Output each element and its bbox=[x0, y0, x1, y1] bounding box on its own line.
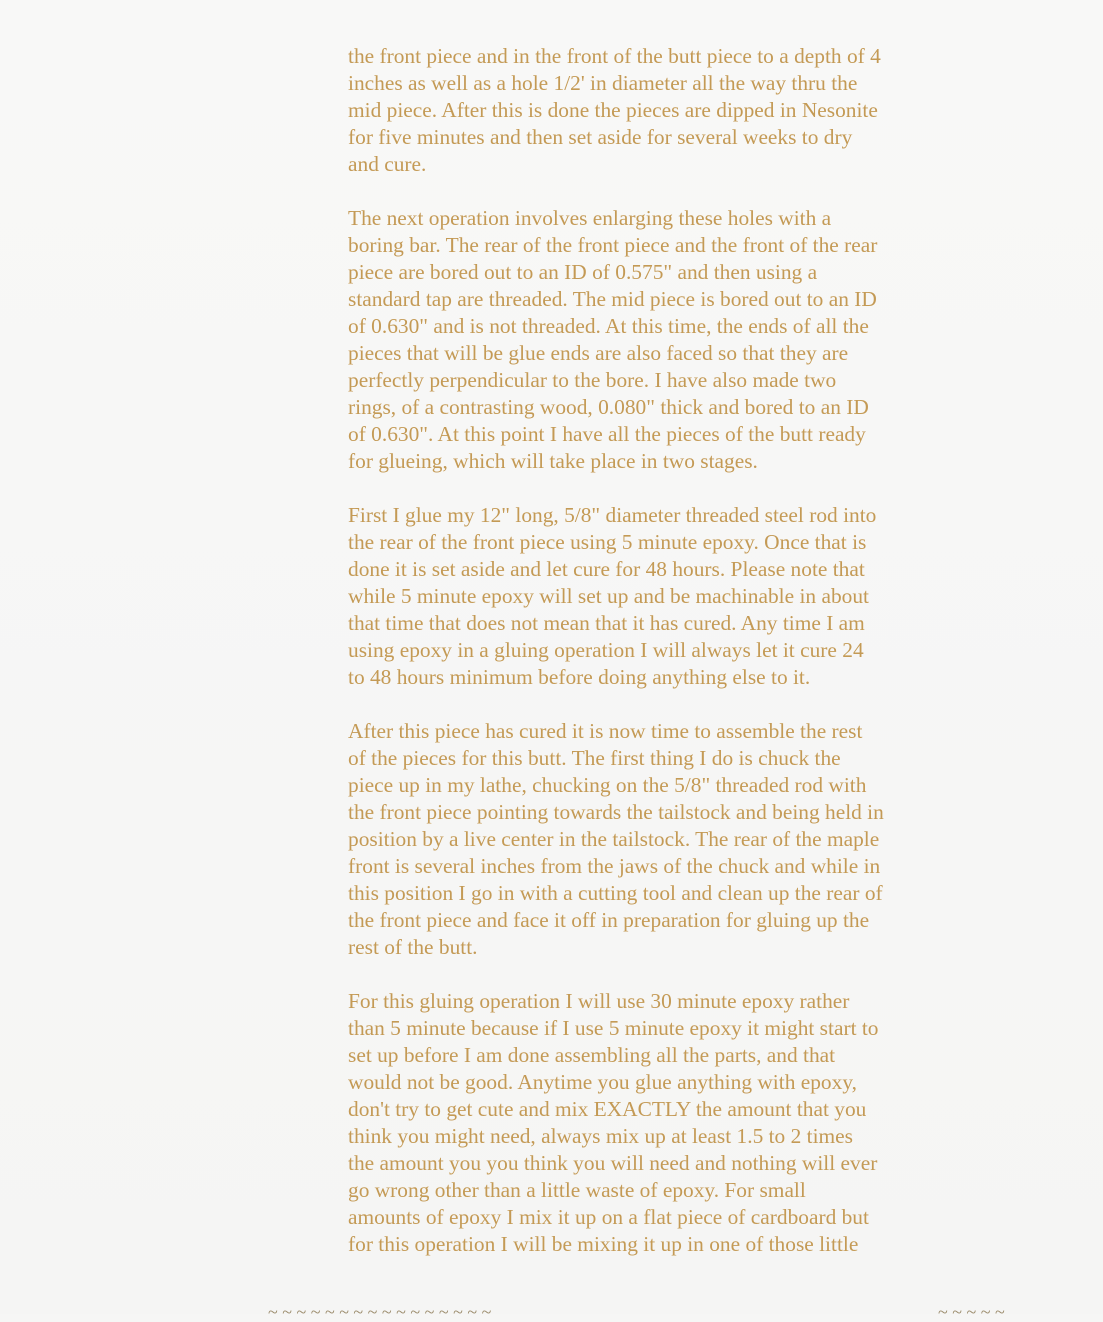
paragraph-3 bbox=[348, 502, 988, 691]
text-line: to 48 hours minimum before doing anything else to it. bbox=[348, 665, 811, 689]
text-line: The next operation involves enlarging these holes with a bbox=[348, 206, 832, 230]
text-line: rings, of a contrasting wood, 0.080" thick and bored to an ID bbox=[348, 395, 869, 419]
text-line: of 0.630" and is not threaded. At this time, the ends of all the bbox=[348, 314, 869, 338]
text-line: boring bar. The rear of the front piece and the front of the rear bbox=[348, 233, 878, 257]
footer-cut-off-text: ~ ~ ~ ~ ~ ~ ~ ~ ~ ~ ~ ~ ~ ~ ~ ~ bbox=[268, 1302, 492, 1322]
text-line: don't try to get cute and mix EXACTLY the amount that you bbox=[348, 1097, 867, 1121]
text-line: perfectly perpendicular to the bore. I have also made two bbox=[348, 368, 837, 392]
text-line: pieces that will be glue ends are also faced so that they are bbox=[348, 341, 849, 365]
text-line: mid piece. After this is done the pieces are dipped in Nesonite bbox=[348, 98, 878, 122]
text-line: front is several inches from the jaws of the chuck and while in bbox=[348, 854, 881, 878]
text-line: of 0.630". At this point I have all the pieces of the butt ready bbox=[348, 422, 866, 446]
footer-cut-off-date: ~ ~ ~ ~ ~ bbox=[938, 1302, 1005, 1322]
text-line: For this gluing operation I will use 30 minute epoxy rather bbox=[348, 989, 850, 1013]
text-line: and cure. bbox=[348, 152, 427, 176]
text-line: of the pieces for this butt. The first thing I do is chuck the bbox=[348, 746, 841, 770]
text-line: the front piece and face it off in preparation for gluing up the bbox=[348, 908, 870, 932]
document-body bbox=[348, 43, 988, 1285]
text-line: piece are bored out to an ID of 0.575" and then using a bbox=[348, 260, 818, 284]
text-line: rest of the butt. bbox=[348, 935, 478, 959]
text-line: the front piece and in the front of the butt piece to a depth of 4 bbox=[348, 44, 881, 68]
text-line: amounts of epoxy I mix it up on a flat piece of cardboard but bbox=[348, 1205, 869, 1229]
text-line: done it is set aside and let cure for 48 hours. Please note that bbox=[348, 557, 865, 581]
text-line: position by a live center in the tailstock. The rear of the maple bbox=[348, 827, 880, 851]
text-line: for this operation I will be mixing it up in one of those little bbox=[348, 1232, 859, 1256]
text-line: for glueing, which will take place in two stages. bbox=[348, 449, 758, 473]
text-line: the amount you you think you will need and nothing will ever bbox=[348, 1151, 878, 1175]
text-line: for five minutes and then set aside for several weeks to dry bbox=[348, 125, 853, 149]
text-line: the front piece pointing towards the tailstock and being held in bbox=[348, 800, 884, 824]
paragraph-5 bbox=[348, 988, 988, 1258]
text-line: than 5 minute because if I use 5 minute epoxy it might start to bbox=[348, 1016, 879, 1040]
paragraph-4 bbox=[348, 718, 988, 961]
text-line: First I glue my 12" long, 5/8" diameter threaded steel rod into bbox=[348, 503, 877, 527]
text-line: would not be good. Anytime you glue anything with epoxy, bbox=[348, 1070, 857, 1094]
text-line: that time that does not mean that it has cured. Any time I am bbox=[348, 611, 865, 635]
text-line: set up before I am done assembling all the parts, and that bbox=[348, 1043, 836, 1067]
paragraph-1 bbox=[348, 43, 988, 178]
text-line: this position I go in with a cutting tool and clean up the rear of bbox=[348, 881, 883, 905]
paragraph-2 bbox=[348, 205, 988, 475]
text-line: After this piece has cured it is now time to assemble the rest bbox=[348, 719, 863, 743]
text-line: think you might need, always mix up at least 1.5 to 2 times bbox=[348, 1124, 853, 1148]
text-line: piece up in my lathe, chucking on the 5/8" threaded rod with bbox=[348, 773, 867, 797]
text-line: standard tap are threaded. The mid piece is bored out to an ID bbox=[348, 287, 877, 311]
text-line: inches as well as a hole 1/2' in diameter all the way thru the bbox=[348, 71, 858, 95]
text-line: using epoxy in a gluing operation I will always let it cure 24 bbox=[348, 638, 864, 662]
text-line: the rear of the front piece using 5 minute epoxy. Once that is bbox=[348, 530, 867, 554]
text-line: go wrong other than a little waste of epoxy. For small bbox=[348, 1178, 806, 1202]
text-line: while 5 minute epoxy will set up and be machinable in about bbox=[348, 584, 869, 608]
